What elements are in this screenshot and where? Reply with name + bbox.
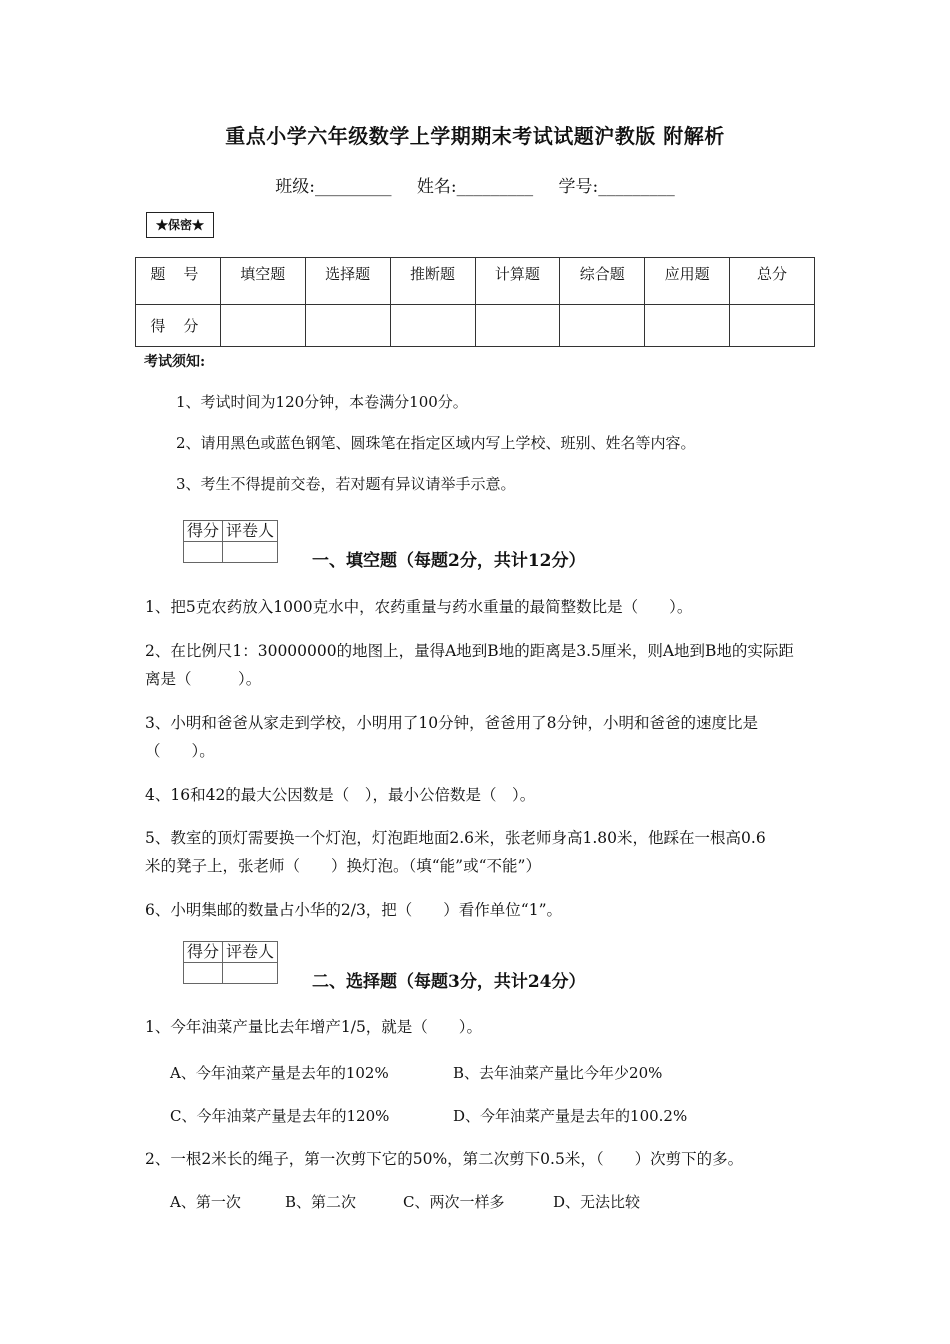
- option[interactable]: A、第一次: [170, 1193, 241, 1211]
- question: 4、16和42的最大公因数是（ ），最小公倍数是（ ）。: [145, 786, 536, 804]
- score-table-row1-label: 题号: [136, 258, 221, 305]
- confidential-badge: ★保密★: [146, 212, 214, 238]
- question: 2、在比例尺1：30000000的地图上，量得A地到B地的距离是3.5厘米，则A地到B地的实际距: [145, 642, 794, 660]
- student-info: [0, 172, 950, 197]
- grader-box-grader-cell[interactable]: [223, 542, 278, 563]
- question: 1、今年油菜产量比去年增产1/5，就是（ ）。: [145, 1018, 483, 1036]
- grader-box-grader-label: 评卷人: [223, 942, 278, 963]
- notice-item: 2、请用黑色或蓝色钢笔、圆珠笔在指定区域内写上学校、班别、姓名等内容。: [176, 434, 696, 452]
- grader-box-score-cell[interactable]: [184, 963, 223, 984]
- score-table-header: 选择题: [305, 258, 390, 305]
- grader-box: [183, 520, 278, 563]
- option[interactable]: D、今年油菜产量是去年的100.2%: [453, 1107, 688, 1125]
- grader-box-score-label: 得分: [184, 942, 223, 963]
- notice-item: 3、考生不得提前交卷，若对题有异议请举手示意。: [176, 475, 516, 493]
- grader-box-grader-cell[interactable]: [223, 963, 278, 984]
- student-number-field[interactable]: 学号:_________: [558, 177, 675, 197]
- question: 5、教室的顶灯需要换一个灯泡，灯泡距地面2.6米，张老师身高1.80米，他踩在一根高0.6: [145, 829, 766, 847]
- notice-item: 1、考试时间为120分钟，本卷满分100分。: [176, 393, 468, 411]
- score-table-header: 计算题: [475, 258, 560, 305]
- score-cell[interactable]: [305, 305, 390, 347]
- question-continued: 离是（ ）。: [145, 670, 262, 688]
- score-cell[interactable]: [730, 305, 815, 347]
- option[interactable]: B、第二次: [285, 1193, 357, 1211]
- score-cell[interactable]: [390, 305, 475, 347]
- class-field[interactable]: 班级:_________: [275, 177, 392, 197]
- score-cell[interactable]: [645, 305, 730, 347]
- option[interactable]: C、今年油菜产量是去年的120%: [170, 1107, 390, 1125]
- score-table-header: 综合题: [560, 258, 645, 305]
- option[interactable]: A、今年油菜产量是去年的102%: [170, 1064, 389, 1082]
- score-table-header: 推断题: [390, 258, 475, 305]
- score-cell[interactable]: [220, 305, 305, 347]
- score-table-header: 填空题: [220, 258, 305, 305]
- score-table-header: 总分: [730, 258, 815, 305]
- question-continued: 米的凳子上，张老师（ ）换灯泡。（填“能”或“不能”）: [145, 857, 541, 875]
- score-cell[interactable]: [475, 305, 560, 347]
- score-cell[interactable]: [560, 305, 645, 347]
- score-table: [135, 257, 815, 347]
- score-table-header: 应用题: [645, 258, 730, 305]
- grader-box-score-label: 得分: [184, 521, 223, 542]
- grader-box-score-cell[interactable]: [184, 542, 223, 563]
- section1-title: 一、填空题（每题2分，共计12分）: [312, 551, 586, 571]
- grader-box: [183, 941, 278, 984]
- section2-title: 二、选择题（每题3分，共计24分）: [312, 972, 586, 992]
- page-title: 重点小学六年级数学上学期期末考试试题沪教版 附解析: [225, 124, 725, 148]
- notice-heading: 考试须知:: [144, 354, 206, 370]
- question-continued: （ ）。: [145, 742, 215, 760]
- grader-box-grader-label: 评卷人: [223, 521, 278, 542]
- name-field[interactable]: 姓名:_________: [416, 177, 534, 197]
- option[interactable]: B、去年油菜产量比今年少20%: [453, 1064, 663, 1082]
- question: 6、小明集邮的数量占小华的2/3，把（ ）看作单位“1”。: [145, 901, 563, 919]
- score-table-row2-label: 得分: [136, 305, 221, 347]
- option[interactable]: C、两次一样多: [403, 1193, 505, 1211]
- option[interactable]: D、无法比较: [553, 1193, 641, 1211]
- question: 2、一根2米长的绳子，第一次剪下它的50%，第二次剪下0.5米，（ ）次剪下的多。: [145, 1150, 744, 1168]
- question: 1、把5克农药放入1000克水中，农药重量与药水重量的最简整数比是（ ）。: [145, 598, 693, 616]
- question: 3、小明和爸爸从家走到学校，小明用了10分钟，爸爸用了8分钟，小明和爸爸的速度比是: [145, 714, 758, 732]
